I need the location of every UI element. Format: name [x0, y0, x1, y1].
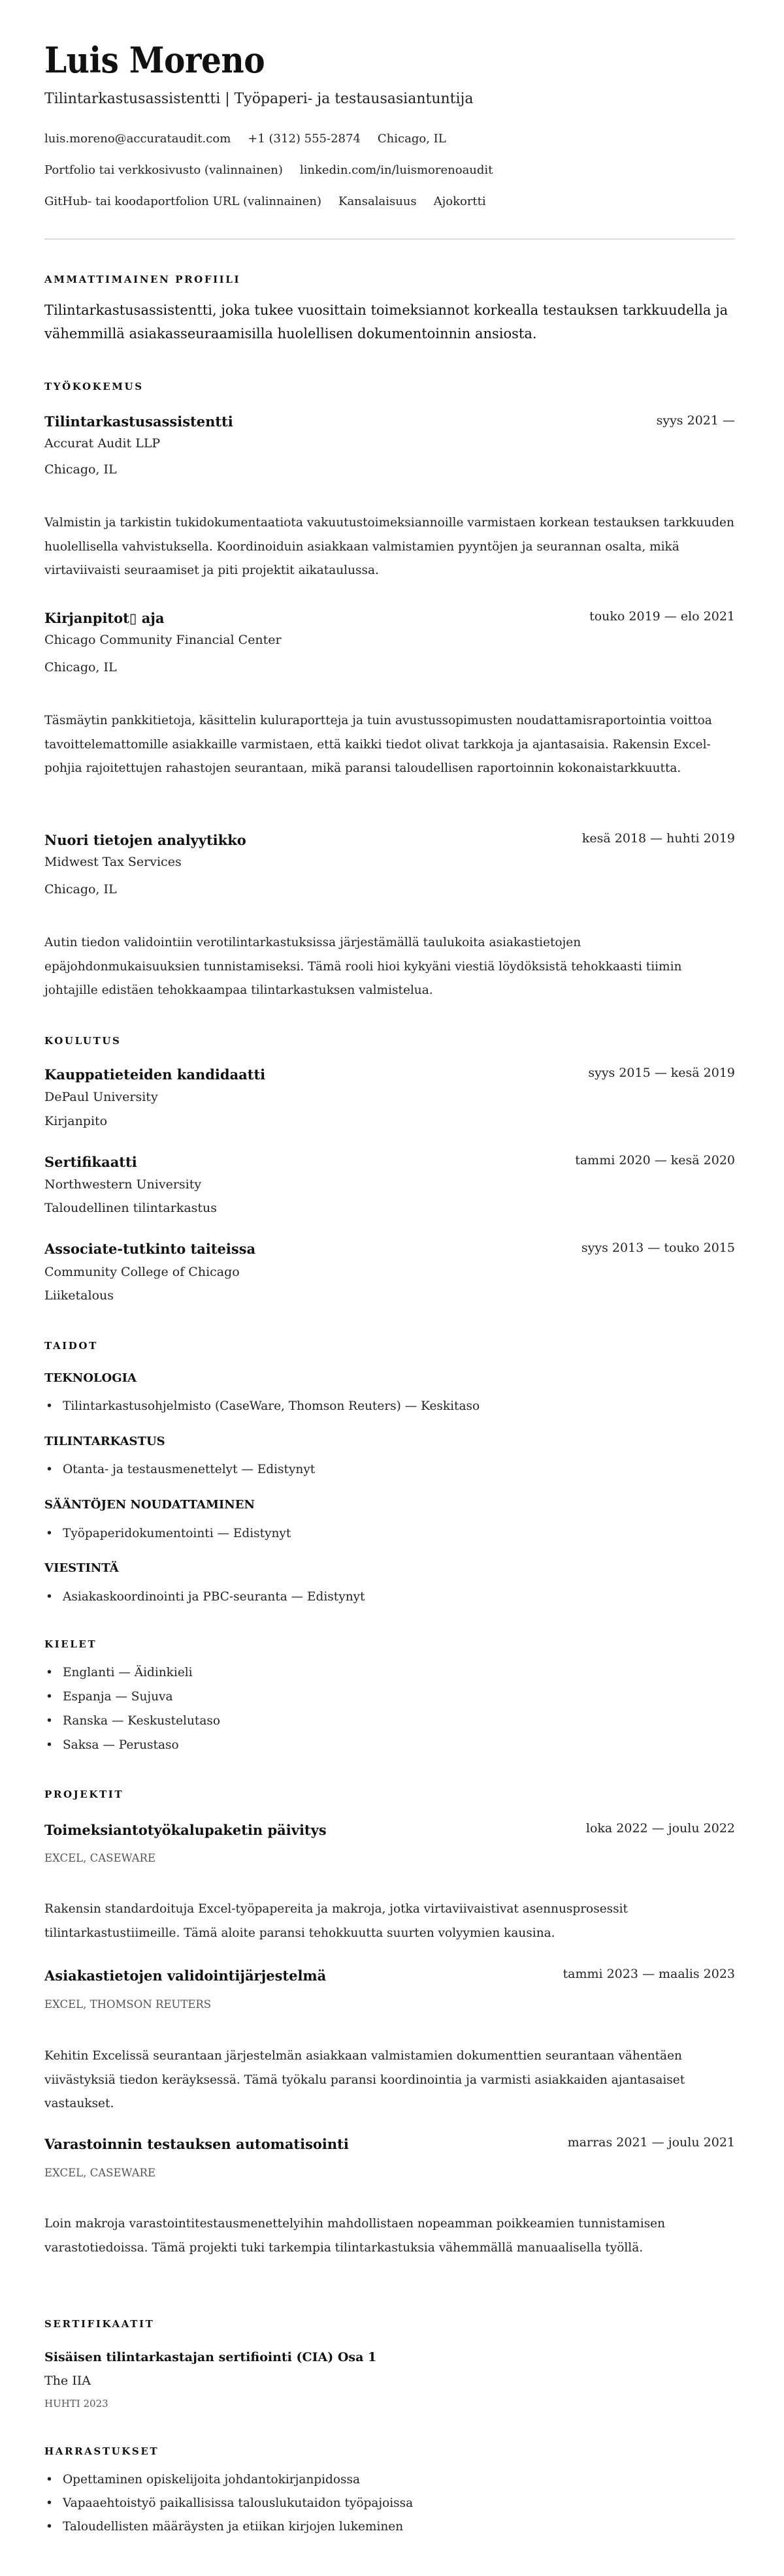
field-of-study: Kirjanpito	[44, 1114, 108, 1128]
education-dates: tammi 2020 — kesä 2020	[575, 1153, 735, 1168]
email-link[interactable]: luis.moreno@accurataudit.com	[44, 132, 231, 146]
skill-group-heading: TILINTARKASTUS	[44, 1435, 165, 1448]
school: DePaul University	[44, 1090, 158, 1104]
project-title: Varastoinnin testauksen automatisointi	[44, 2136, 349, 2152]
project-tags: EXCEL, THOMSON REUTERS	[44, 1998, 212, 2011]
school: Northwestern University	[44, 1177, 202, 1192]
profile-summary: Tilintarkastusassistentti, joka tukee vuosittain toimeksiannot korkealla testauksen tarkkuudella ja vähemmillä asiakasseuraamisilla huolellisen dokumentoinnin ansiosta.	[44, 302, 728, 342]
certification-issuer: The IIA	[44, 2374, 91, 2388]
hobby-item: • Vapaaehtoistyö paikallisissa talouslukutaidon työpajoissa	[44, 2494, 413, 2513]
candidate-name: Luis Moreno	[44, 39, 265, 81]
job-description: Valmistin ja tarkistin tukidokumentaatiota vakuutustoimeksiannoille varmistaen korkean testauksen tarkkuuden huolellisella vahvistuksella. Koordinoiduin asiakkaan valmistamien pyyntöjen ja seurannan osalta, mikä virtaviivaisti seuraamiset ja piti projektit aikataulussa.	[44, 516, 734, 577]
section-heading-projects: PROJEKTIT	[44, 1789, 124, 1800]
job-location: Chicago, IL	[44, 462, 117, 477]
drivers-license: Ajokortti	[433, 195, 486, 208]
hobby-item: • Opettaminen opiskelijoita johdantokirjanpidossa	[44, 2471, 360, 2489]
education-dates: syys 2013 — touko 2015	[581, 1241, 735, 1255]
section-heading-education: KOULUTUS	[44, 1035, 122, 1047]
skill-group-heading: TEKNOLOGIA	[44, 1371, 137, 1385]
language-item: • Espanja — Sujuva	[44, 1688, 173, 1706]
headline: Tilintarkastusassistentti | Työpaperi- ja testausasiantuntija	[44, 91, 474, 107]
section-heading-experience: TYÖKOKEMUS	[44, 381, 144, 392]
skill-item: • Tilintarkastusohjelmisto (CaseWare, Thomson Reuters) — Keskitaso	[44, 1397, 480, 1416]
job-dates: touko 2019 — elo 2021	[589, 609, 735, 624]
hobby-item: • Taloudellisten määräysten ja etiikan kirjojen lukeminen	[44, 2518, 403, 2536]
job-title: Nuori tietojen analyytikko	[44, 832, 246, 848]
field-of-study: Taloudellinen tilintarkastus	[44, 1201, 218, 1215]
header-divider	[44, 238, 735, 240]
citizenship: Kansalaisuus	[338, 195, 417, 208]
section-heading-languages: KIELET	[44, 1638, 97, 1650]
degree: Associate-tutkinto taiteissa	[44, 1241, 256, 1257]
skill-item: • Otanta- ja testausmenettelyt — Edistynyt	[44, 1461, 315, 1479]
section-heading-skills: TAIDOT	[44, 1340, 98, 1352]
section-heading-hobbies: HARRASTUKSET	[44, 2445, 159, 2457]
certification-name: Sisäisen tilintarkastajan sertifiointi (CIA) Osa 1	[44, 2350, 377, 2364]
skill-item: • Työpaperidokumentointi — Edistynyt	[44, 1525, 291, 1543]
job-location: Chicago, IL	[44, 660, 117, 675]
job-company: Midwest Tax Services	[44, 855, 182, 869]
language-item: • Englanti — Äidinkieli	[44, 1664, 193, 1682]
job-description: Täsmäytin pankkitietoja, käsittelin kuluraportteja ja tuin avustussopimusten noudattamisraportointia voittoa tavoittelemattomille asiakkaille varmistaen, että kaikki tiedot olivat tarkkoja ja ajantasaisia. Rakensin Excel-pohjia rajoitettujen rahastojen seurantaan, mikä paransi taloudellisen raportoinnin kokonaistarkkuutta.	[44, 714, 712, 775]
project-title: Toimeksiantotyökalupaketin päivitys	[44, 1822, 327, 1838]
job-title: Kirjanpitot▯ aja	[44, 610, 165, 626]
github-link[interactable]: GitHub- tai koodaportfolion URL (valinnainen)	[44, 195, 321, 208]
job-dates: kesä 2018 — huhti 2019	[581, 831, 735, 846]
project-dates: loka 2022 — joulu 2022	[585, 1821, 735, 1836]
school: Community College of Chicago	[44, 1265, 240, 1279]
skill-group-heading: VIESTINTÄ	[44, 1561, 119, 1575]
field-of-study: Liiketalous	[44, 1288, 114, 1303]
job-dates: syys 2021 —	[656, 413, 735, 428]
project-description: Loin makroja varastointitestausmenettelyihin mahdollistaen nopeamman poikkeamien tunnistamisen varastotiedoissa. Tämä projekti tuki tarkempia tilintarkastuksia vähemmällä manuaalisella työllä.	[44, 2217, 666, 2255]
job-company: Accurat Audit LLP	[44, 436, 161, 451]
phone: +1 (312) 555-2874	[248, 132, 361, 146]
project-title: Asiakastietojen validointijärjestelmä	[44, 1967, 327, 1984]
project-dates: tammi 2023 — maalis 2023	[563, 1967, 735, 1981]
skill-item: • Asiakaskoordinointi ja PBC-seuranta — Edistynyt	[44, 1588, 365, 1606]
project-description: Rakensin standardoituja Excel-työpapereita ja makroja, jotka virtaviivaistivat asennusprosessit tilintarkastustiimeille. Tämä aloite paransi tehokkuutta suurten volyymien kausina.	[44, 1902, 628, 1940]
contact-line-1	[44, 130, 463, 148]
contact-line-3	[44, 193, 503, 211]
project-description: Kehitin Excelissä seurantaan järjestelmän asiakkaan valmistamien dokumenttien seurantaan vähentäen viivästyksiä tiedon keräyksessä. Tämä työkalu paransi koordinointia ja varmisti asiakkaiden ajantasaiset vastaukset.	[44, 2049, 685, 2110]
section-heading-profile: AMMATTIMAINEN PROFIILI	[44, 274, 241, 285]
location: Chicago, IL	[377, 132, 446, 146]
language-item: • Saksa — Perustaso	[44, 1736, 179, 1755]
degree: Sertifikaatti	[44, 1154, 137, 1170]
job-title: Tilintarkastusassistentti	[44, 413, 233, 430]
section-heading-certifications: SERTIFIKAATIT	[44, 2318, 155, 2330]
portfolio-link[interactable]: Portfolio tai verkkosivusto (valinnainen)	[44, 163, 283, 177]
language-item: • Ranska — Keskustelutaso	[44, 1712, 220, 1730]
job-description: Autin tiedon validointiin verotilintarkastuksissa järjestämällä taulukoita asiakastietojen epäjohdonmukaisuuksien tunnistamiseksi. Tämä rooli hioi kykyäni viestiä löydöksistä tehokkaasti tiimin johtajille edistäen tehokkaampaa tilintarkastuksen valmistelua.	[44, 936, 682, 997]
contact-line-2	[44, 161, 510, 180]
skill-group-heading: SÄÄNTÖJEN NOUDATTAMINEN	[44, 1498, 255, 1512]
project-tags: EXCEL, CASEWARE	[44, 2167, 156, 2179]
project-dates: marras 2021 — joulu 2021	[567, 2135, 735, 2150]
job-location: Chicago, IL	[44, 882, 117, 897]
linkedin-link[interactable]: linkedin.com/in/luismorenoaudit	[299, 163, 493, 177]
education-dates: syys 2015 — kesä 2019	[588, 1066, 735, 1080]
degree: Kauppatieteiden kandidaatti	[44, 1066, 266, 1083]
certification-date: HUHTI 2023	[44, 2398, 108, 2409]
job-company: Chicago Community Financial Center	[44, 633, 282, 647]
project-tags: EXCEL, CASEWARE	[44, 1852, 156, 1864]
